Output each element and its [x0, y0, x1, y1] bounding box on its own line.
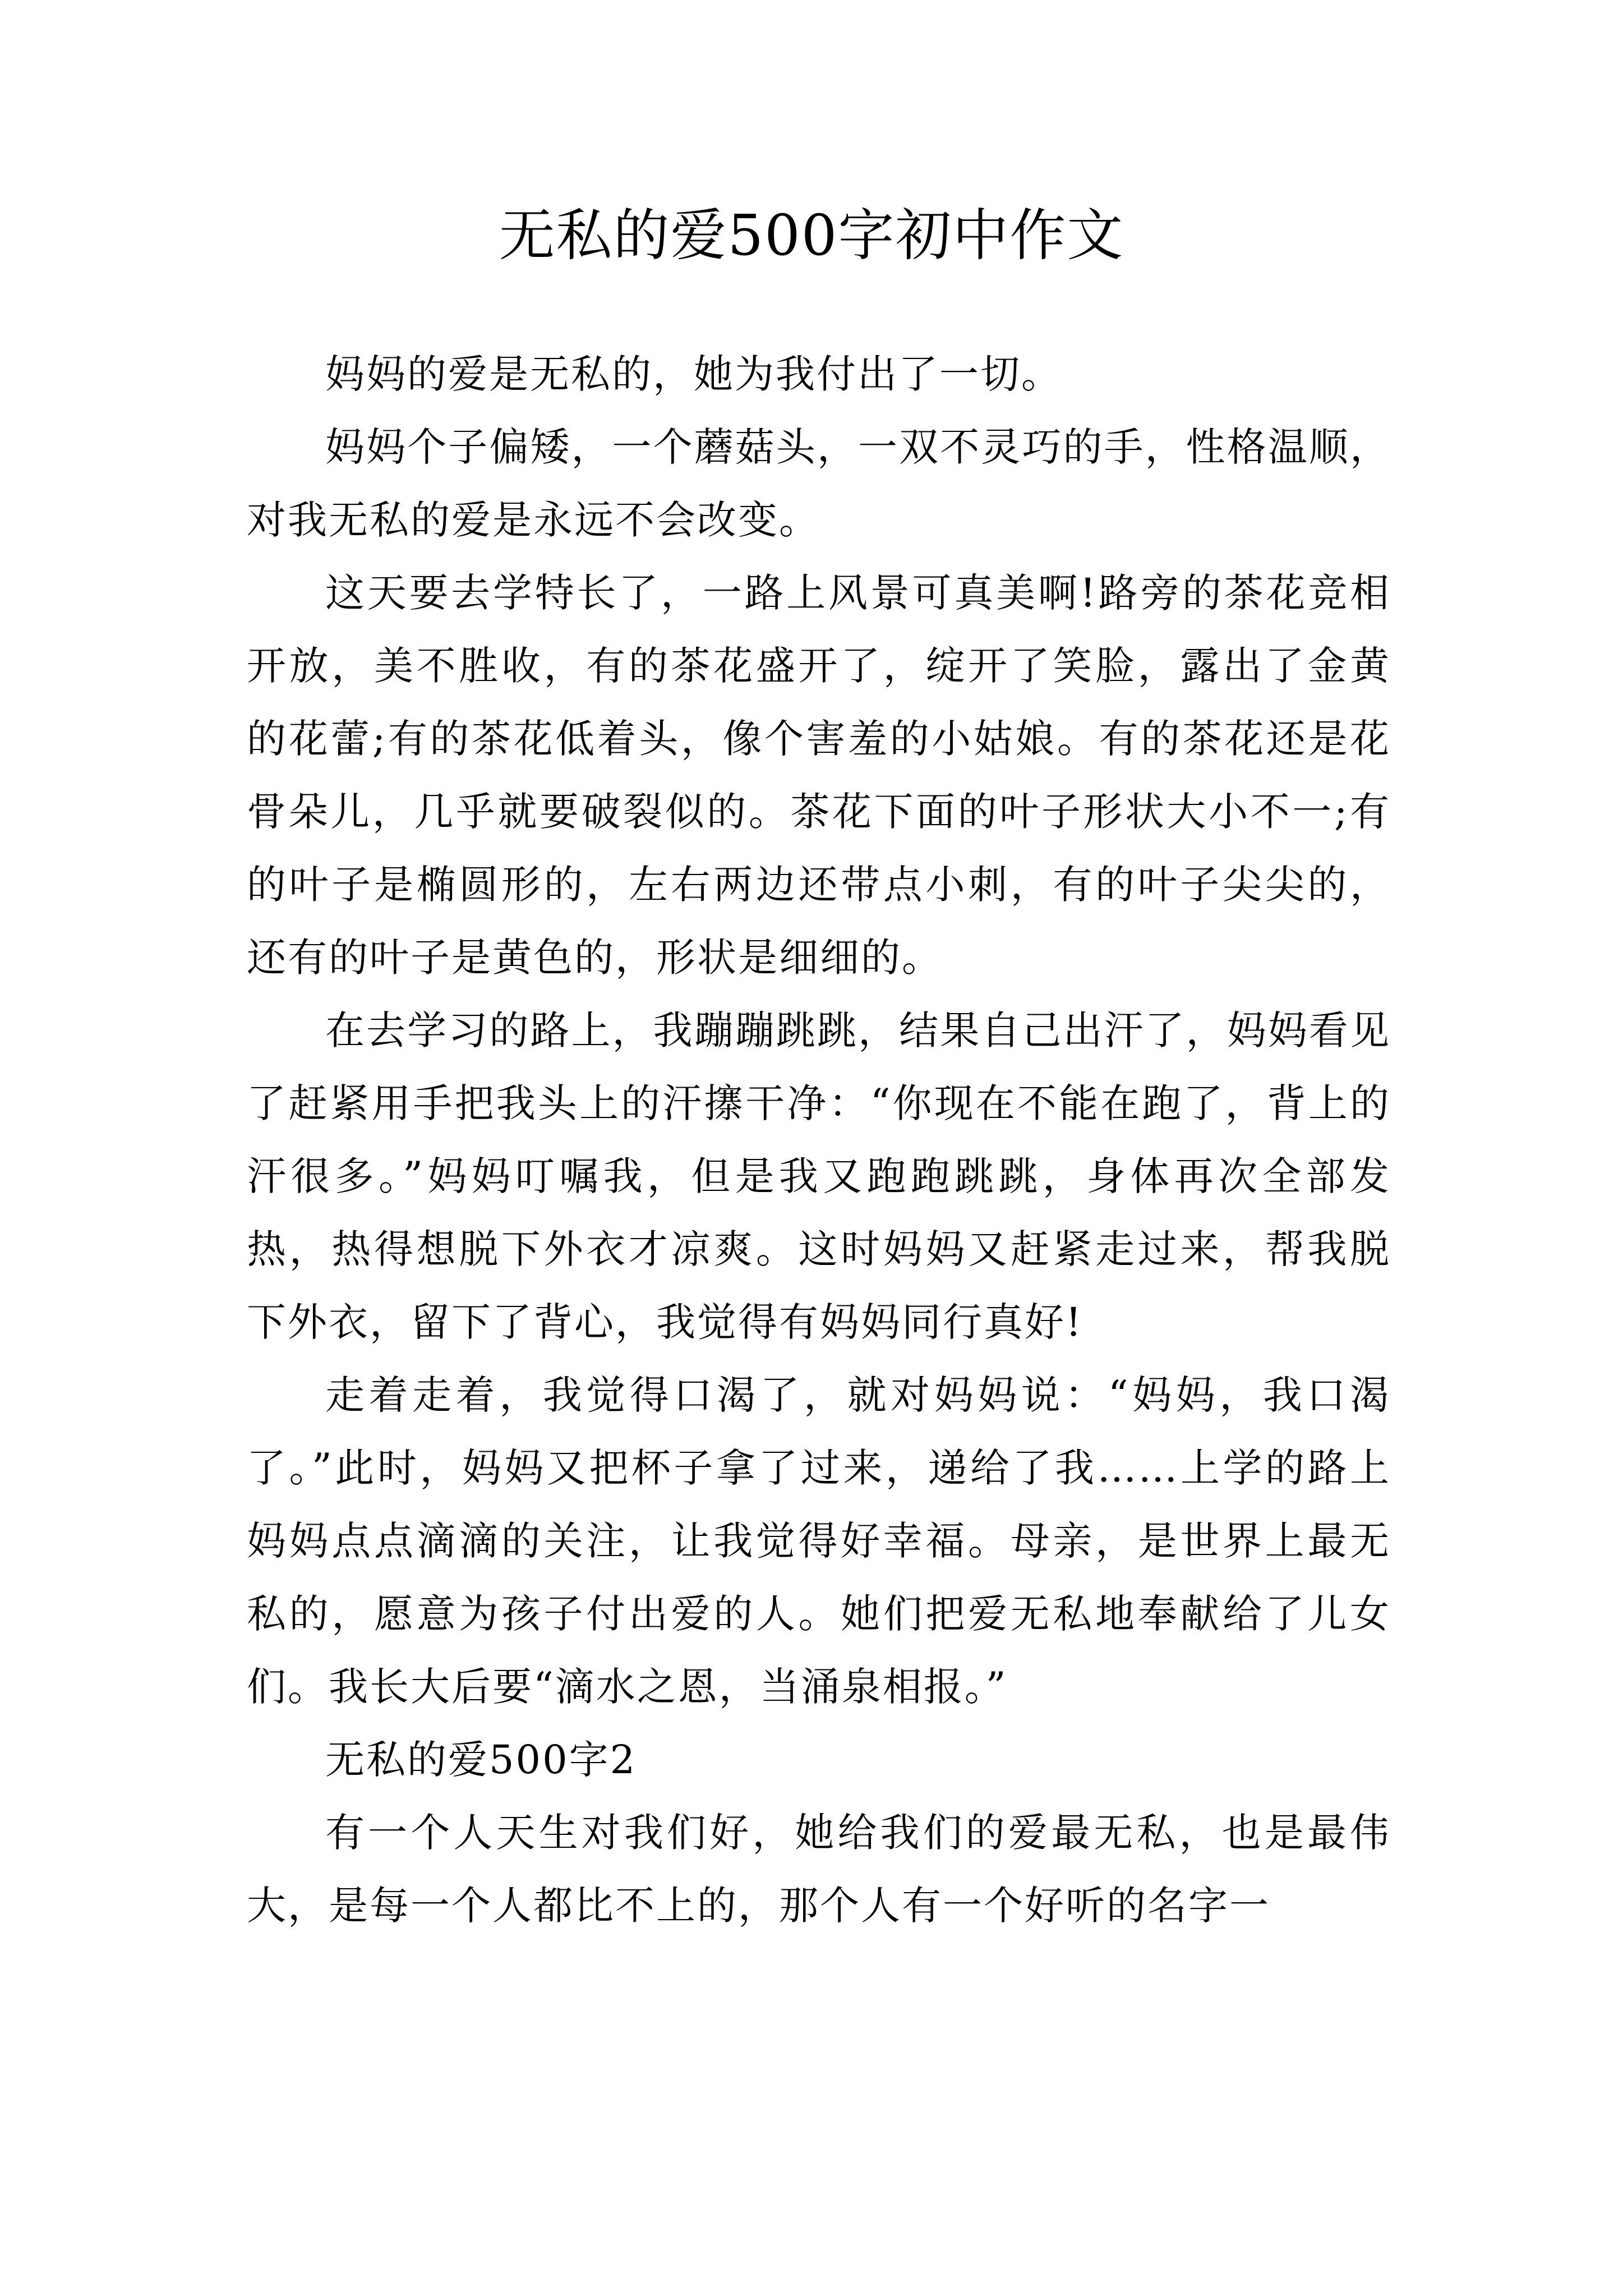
paragraph: 走着走着，我觉得口渴了，就对妈妈说：“妈妈，我口渴了。”此时，妈妈又把杯子拿了过来，递给了我……上学的路上妈妈点点滴滴的关注，让我觉得好幸福。母亲，是世界上最无私的，愿意为孩子付出爱的人。她们把爱无私地奉献给了儿女们。我长大后要“滴水之恩，当涌泉相报。”: [247, 1372, 1391, 1710]
section-heading: 无私的爱500字2: [325, 1737, 637, 1783]
paragraph: 这天要去学特长了，一路上风景可真美啊!路旁的茶花竞相开放，美不胜收，有的茶花盛开了，绽开了笑脸，露出了金黄的花蕾;有的茶花低着头，像个害羞的小姑娘。有的茶花还是花骨朵儿，几乎就要破裂似的。茶花下面的叶子形状大小不一;有的叶子是椭圆形的，左右两边还带点小刺，有的叶子尖尖的，还有的叶子是黄色的，形状是细细的。: [247, 570, 1391, 981]
paragraph: 在去学习的路上，我蹦蹦跳跳，结果自己出汗了，妈妈看见了赶紧用手把我头上的汗㩟干净：“你现在不能在跑了，背上的汗很多。”妈妈叮嘱我，但是我又跑跑跳跳，身体再次全部发热，热得想脱下外衣才凉爽。这时妈妈又赶紧走过来，帮我脱下外衣，留下了背心，我觉得有妈妈同行真好!: [247, 1007, 1391, 1345]
paragraph: 有一个人天生对我们好，她给我们的爱最无私，也是最伟大，是每一个人都比不上的，那个人有一个好听的名字一: [247, 1810, 1391, 1929]
paragraph: 妈妈的爱是无私的，她为我付出了一切。: [325, 351, 1062, 397]
document-body: [247, 338, 1391, 1942]
document-title: 无私的爱500字初中作文: [499, 203, 1124, 268]
paragraph: 妈妈个子偏矮，一个蘑菇头，一双不灵巧的手，性格温顺，对我无私的爱是永远不会改变。: [247, 424, 1391, 543]
